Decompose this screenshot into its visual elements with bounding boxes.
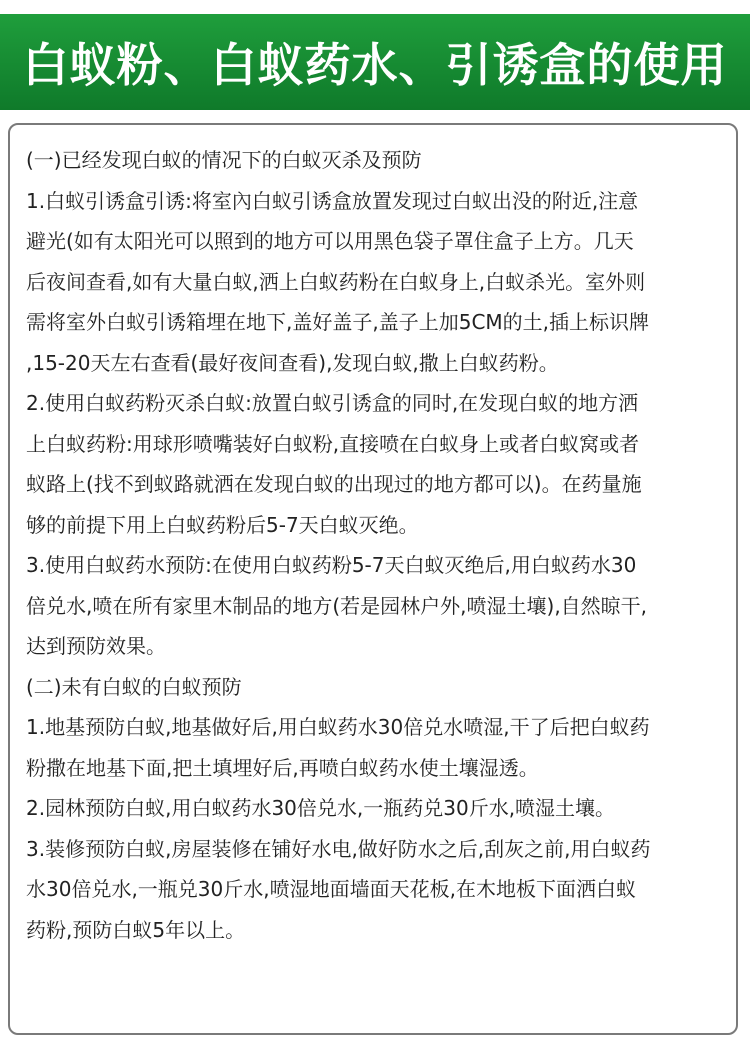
text-line: 后夜间查看,如有大量白蚁,洒上白蚁药粉在白蚁身上,白蚁杀光。室外则 — [26, 269, 646, 294]
text-line: (一)已经发现白蚁的情况下的白蚁灭杀及预防 — [26, 148, 422, 172]
prevent-foundation — [26, 707, 726, 788]
text-line: 2.园林预防白蚁,用白蚁药水30倍兑水,一瓶药兑30斤水,喷湿土壤。 — [26, 796, 616, 820]
text-line: 1.地基预防白蚁,地基做好后,用白蚁药水30倍兑水喷湿,干了后把白蚁药 — [26, 715, 650, 739]
step-lure-box — [26, 181, 726, 384]
text-line: 3.使用白蚁药水预防:在使用白蚁药粉5-7天白蚁灭绝后,用白蚁药水30 — [26, 553, 637, 577]
section-heading-1 — [26, 140, 726, 181]
text-line: 够的前提下用上白蚁药粉后5-7天白蚁灭绝。 — [26, 512, 419, 537]
title-banner — [0, 14, 750, 110]
text-line: 3.装修预防白蚁,房屋装修在铺好水电,做好防水之后,刮灰之前,用白蚁药 — [26, 836, 651, 861]
step-powder — [26, 383, 726, 545]
page-title: 白蚁粉、白蚁药水、引诱盒的使用 — [22, 38, 728, 92]
prevent-renovation — [26, 829, 726, 951]
text-line: 避光(如有太阳光可以照到的地方可以用黑色袋子罩住盒子上方。几天 — [26, 229, 634, 253]
text-line: 达到预防效果。 — [26, 634, 166, 658]
text-line: 药粉,预防白蚁5年以上。 — [26, 917, 246, 942]
text-line: 倍兑水,喷在所有家里木制品的地方(若是园林户外,喷湿土壤),自然晾干, — [26, 593, 648, 618]
text-line: 水30倍兑水,一瓶兑30斤水,喷湿地面墙面天花板,在木地板下面洒白蚁 — [26, 877, 636, 901]
instructions-text — [26, 140, 726, 950]
text-line: (二)未有白蚁的白蚁预防 — [26, 674, 242, 699]
text-line: ,15-20天左右查看(最好夜间查看),发现白蚁,撒上白蚁药粉。 — [26, 350, 559, 375]
text-line: 需将室外白蚁引诱箱埋在地下,盖好盖子,盖子上加5CM的土,插上标识牌 — [26, 310, 650, 334]
prevent-garden — [26, 788, 726, 829]
text-line: 1.白蚁引诱盒引诱:将室內白蚁引诱盒放置发现过白蚁出没的附近,注意 — [26, 188, 639, 213]
step-liquid — [26, 545, 726, 667]
text-line: 蚁路上(找不到蚁路就洒在发现白蚁的出现过的地方都可以)。在药量施 — [26, 472, 642, 496]
text-line: 粉撒在地基下面,把土填埋好后,再喷白蚁药水使土壤湿透。 — [26, 755, 539, 780]
text-line: 上白蚁药粉:用球形喷嘴装好白蚁粉,直接喷在白蚁身上或者白蚁窝或者 — [26, 431, 640, 456]
section-heading-2 — [26, 667, 726, 708]
text-line: 2.使用白蚁药粉灭杀白蚁:放置白蚁引诱盒的同时,在发现白蚁的地方洒 — [26, 391, 639, 415]
